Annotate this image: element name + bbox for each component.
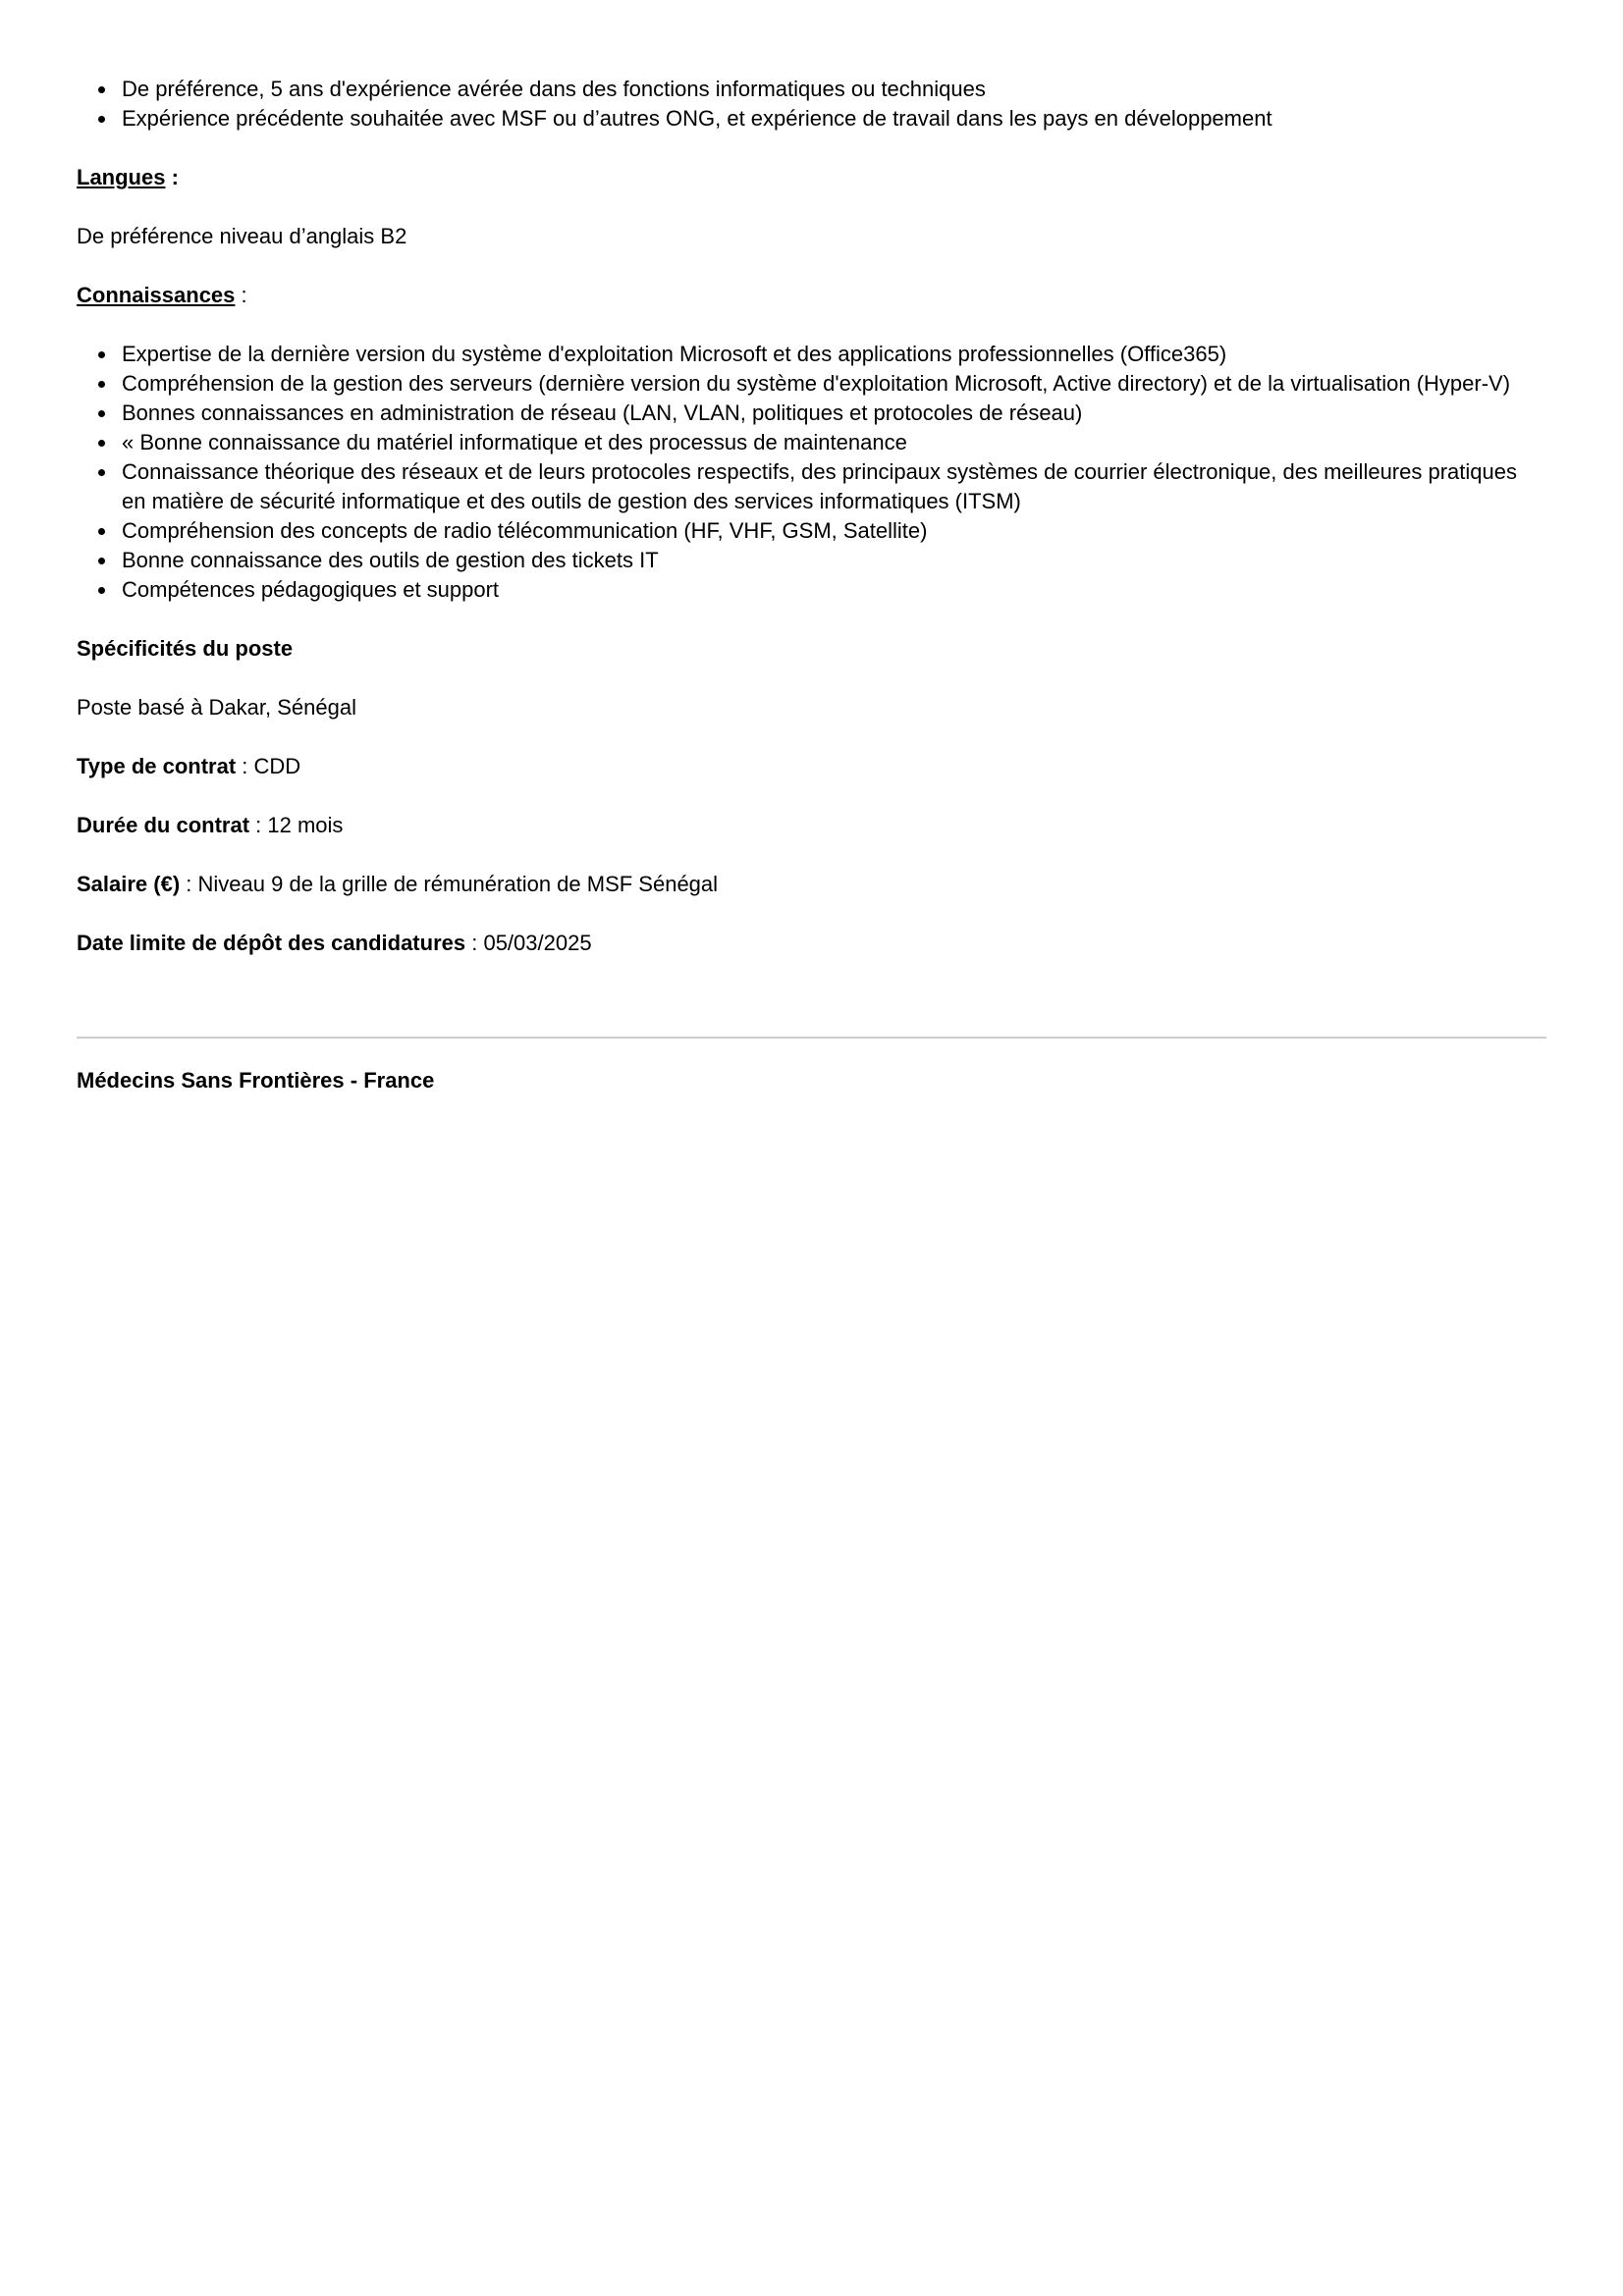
list-item: • Compréhension des concepts de radio télécommunication (HF, VHF, GSM, Satellite) xyxy=(118,516,1546,546)
knowledge-heading xyxy=(77,281,1546,310)
list-item: • « Bonne connaissance du matériel informatique et des processus de maintenance xyxy=(118,428,1546,457)
field-separator: : xyxy=(236,754,254,778)
knowledge-heading-text: Connaissances xyxy=(77,283,236,307)
field-value: 05/03/2025 xyxy=(483,931,592,955)
field-separator: : xyxy=(465,931,484,955)
knowledge-bullet-list xyxy=(77,340,1546,605)
field-value: 12 mois xyxy=(267,813,344,837)
field-value: Niveau 9 de la grille de rémunération de MSF Sénégal xyxy=(197,872,719,896)
languages-heading xyxy=(77,163,1546,192)
list-item: • Bonne connaissance des outils de gestion des tickets IT xyxy=(118,546,1546,575)
field-value: CDD xyxy=(253,754,301,778)
languages-heading-colon: : xyxy=(165,165,179,189)
list-item: • Connaissance théorique des réseaux et de leurs protocoles respectifs, des principaux systèmes de courrier électronique, des meilleures pratiques en matière de sécurité informatique et des outils de gestion des services informatiques (ITSM) xyxy=(118,457,1546,516)
list-item: • De préférence, 5 ans d'expérience avérée dans des fonctions informatiques ou techniques xyxy=(118,75,1546,104)
field-label: Salaire (€) xyxy=(77,872,181,896)
knowledge-heading-colon: : xyxy=(235,283,247,307)
languages-body: De préférence niveau d’anglais B2 xyxy=(77,224,407,248)
contract-type-field xyxy=(77,752,1546,781)
experience-bullet-list xyxy=(77,75,1546,133)
field-label: Type de contrat xyxy=(77,754,237,778)
organization-name: Médecins Sans Frontières - France xyxy=(77,1068,435,1093)
specifics-heading: Spécificités du poste xyxy=(77,636,294,661)
list-item: • Compréhension de la gestion des serveurs (dernière version du système d'exploitation Microsoft, Active directory) et de la virtualisation (Hyper-V) xyxy=(118,369,1546,399)
field-label: Date limite de dépôt des candidatures xyxy=(77,931,466,955)
field-separator: : xyxy=(180,872,198,896)
contract-duration-field xyxy=(77,811,1546,840)
list-item: • Compétences pédagogiques et support xyxy=(118,575,1546,605)
list-item: • Expérience précédente souhaitée avec MSF ou d’autres ONG, et expérience de travail dans les pays en développement xyxy=(118,104,1546,133)
list-item: • Bonnes connaissances en administration de réseau (LAN, VLAN, politiques et protocoles de réseau) xyxy=(118,399,1546,428)
field-label: Durée du contrat xyxy=(77,813,250,837)
list-item: • Expertise de la dernière version du système d'exploitation Microsoft et des applications professionnelles (Office365) xyxy=(118,340,1546,369)
salary-field xyxy=(77,870,1546,899)
languages-heading-text: Langues xyxy=(77,165,166,189)
application-deadline-field xyxy=(77,929,1546,958)
location-text: Poste basé à Dakar, Sénégal xyxy=(77,695,356,720)
section-divider xyxy=(77,1037,1546,1039)
field-separator: : xyxy=(249,813,268,837)
